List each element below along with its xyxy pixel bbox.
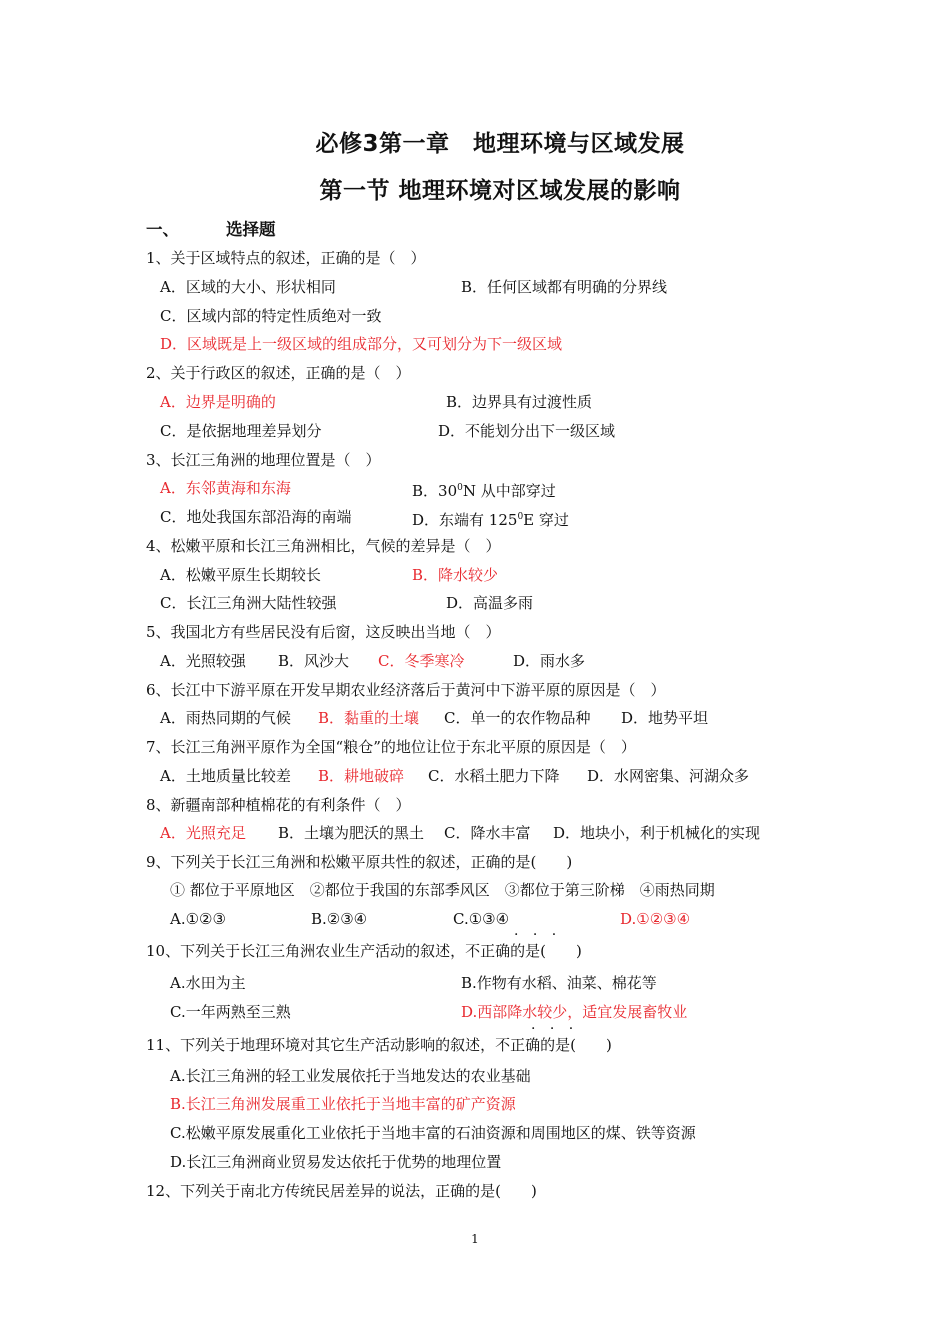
option-a-answer: A．光照充足 bbox=[160, 824, 246, 842]
question-stem: 3、长江三角洲的地理位置是（ ） bbox=[146, 451, 381, 469]
option-a-answer: A．东邻黄海和东海 bbox=[160, 479, 291, 497]
option-d-text: D．东端有 125 bbox=[412, 511, 518, 529]
question-stem: 9、下列关于长江三角洲和松嫩平原共性的叙述，正确的是( ) bbox=[146, 853, 573, 871]
option-c-answer: C．冬季寒冷 bbox=[378, 652, 465, 670]
option-d-text-end: E 穿过 bbox=[523, 511, 569, 529]
statement-list: ① 都位于平原地区 ②都位于我国的东部季风区 ③都位于第三阶梯 ④雨热同期 bbox=[170, 881, 715, 899]
document-title: 必修3第一章 地理环境与区域发展 bbox=[315, 131, 685, 157]
option-a: A．土地质量比较差 bbox=[160, 767, 291, 785]
option-d: D．高温多雨 bbox=[446, 594, 534, 612]
question-stem: 6、长江中下游平原在开发早期农业经济落后于黄河中下游平原的原因是（ ） bbox=[146, 681, 666, 699]
option-a: A.水田为主 bbox=[170, 974, 246, 992]
option-b: B.②③④ bbox=[311, 910, 368, 928]
option-b-answer: B．降水较少 bbox=[412, 566, 499, 584]
option-d bbox=[412, 507, 569, 530]
section-number: 一、 bbox=[146, 220, 179, 239]
question-stem: 4、松嫩平原和长江三角洲相比，气候的差异是（ ） bbox=[146, 537, 501, 555]
degree-superscript: 0 bbox=[517, 512, 524, 522]
option-c: C.一年两熟至三熟 bbox=[170, 1003, 291, 1021]
option-a: A．松嫩平原生长期较长 bbox=[160, 566, 321, 584]
option-a: A.长江三角洲的轻工业发展依托于当地发达的农业基础 bbox=[170, 1067, 531, 1085]
question-stem: 11、下列关于地理环境对其它生产活动影响的叙述，不正确的是( ) bbox=[146, 1036, 612, 1054]
question-stem: 5、我国北方有些居民没有后窗，这反映出当地（ ） bbox=[146, 623, 501, 641]
option-d: D．地块小，利于机械化的实现 bbox=[553, 824, 761, 842]
option-b-text: B．30 bbox=[412, 482, 458, 500]
option-d: D．雨水多 bbox=[513, 652, 586, 670]
option-a: A．光照较强 bbox=[160, 652, 246, 670]
option-a-answer: A．边界是明确的 bbox=[160, 393, 276, 411]
emphasis-dots: · · · bbox=[514, 927, 562, 943]
option-b: B．任何区域都有明确的分界线 bbox=[461, 278, 668, 296]
option-d: D．水网密集、河湖众多 bbox=[587, 767, 750, 785]
section-heading bbox=[146, 216, 276, 240]
page-number: 1 bbox=[471, 1232, 479, 1246]
option-b: B.作物有水稻、油菜、棉花等 bbox=[461, 974, 657, 992]
question-stem: 10、下列关于长江三角洲农业生产活动的叙述，不正确的是( ) bbox=[146, 942, 582, 960]
option-c: C．单一的农作物品种 bbox=[444, 709, 591, 727]
option-c: C．水稻土肥力下降 bbox=[428, 767, 560, 785]
question-stem: 1、关于区域特点的叙述，正确的是（ ） bbox=[146, 249, 426, 267]
option-b bbox=[412, 478, 556, 501]
option-d: D.长江三角洲商业贸易发达依托于优势的地理位置 bbox=[170, 1153, 502, 1171]
option-b-answer: B．耕地破碎 bbox=[318, 767, 405, 785]
option-c: C.松嫩平原发展重化工业依托于当地丰富的石油资源和周围地区的煤、铁等资源 bbox=[170, 1124, 696, 1142]
option-b: B．边界具有过渡性质 bbox=[446, 393, 593, 411]
option-c: C．降水丰富 bbox=[444, 824, 531, 842]
question-stem: 2、关于行政区的叙述，正确的是（ ） bbox=[146, 364, 411, 382]
option-d-answer: D.①②③④ bbox=[620, 910, 691, 928]
question-stem: 7、长江三角洲平原作为全国“粮仓”的地位让位于东北平原的原因是（ ） bbox=[146, 738, 636, 756]
question-stem: 12、下列关于南北方传统民居差异的说法，正确的是( ) bbox=[146, 1182, 537, 1200]
option-b: B．土壤为肥沃的黑土 bbox=[278, 824, 425, 842]
option-a: A．雨热同期的气候 bbox=[160, 709, 291, 727]
question-stem: 8、新疆南部种植棉花的有利条件（ ） bbox=[146, 796, 411, 814]
option-c: C.①③④ bbox=[453, 910, 510, 928]
option-d: D．不能划分出下一级区域 bbox=[438, 422, 616, 440]
option-b: B．风沙大 bbox=[278, 652, 350, 670]
emphasis-dots: · · · bbox=[531, 1021, 579, 1037]
option-d: D．地势平坦 bbox=[621, 709, 709, 727]
option-b-text-end: N 从中部穿过 bbox=[462, 482, 556, 500]
option-c: C．区域内部的特定性质绝对一致 bbox=[160, 307, 382, 325]
option-b-answer: B.长江三角洲发展重工业依托于当地丰富的矿产资源 bbox=[170, 1095, 516, 1113]
document-subtitle: 第一节 地理环境对区域发展的影响 bbox=[319, 178, 681, 204]
section-label: 选择题 bbox=[226, 220, 276, 239]
degree-superscript: 0 bbox=[457, 483, 463, 493]
option-c: C．长江三角洲大陆性较强 bbox=[160, 594, 337, 612]
option-b-answer: B．黏重的土壤 bbox=[318, 709, 420, 727]
option-a: A.①②③ bbox=[170, 910, 226, 928]
option-c: C．是依据地理差异划分 bbox=[160, 422, 322, 440]
option-c: C．地处我国东部沿海的南端 bbox=[160, 508, 352, 526]
option-d-answer: D.西部降水较少，适宜发展畜牧业 bbox=[461, 1003, 688, 1021]
option-a: A．区域的大小、形状相同 bbox=[160, 278, 336, 296]
option-d-answer: D．区域既是上一级区域的组成部分，又可划分为下一级区域 bbox=[160, 335, 563, 353]
